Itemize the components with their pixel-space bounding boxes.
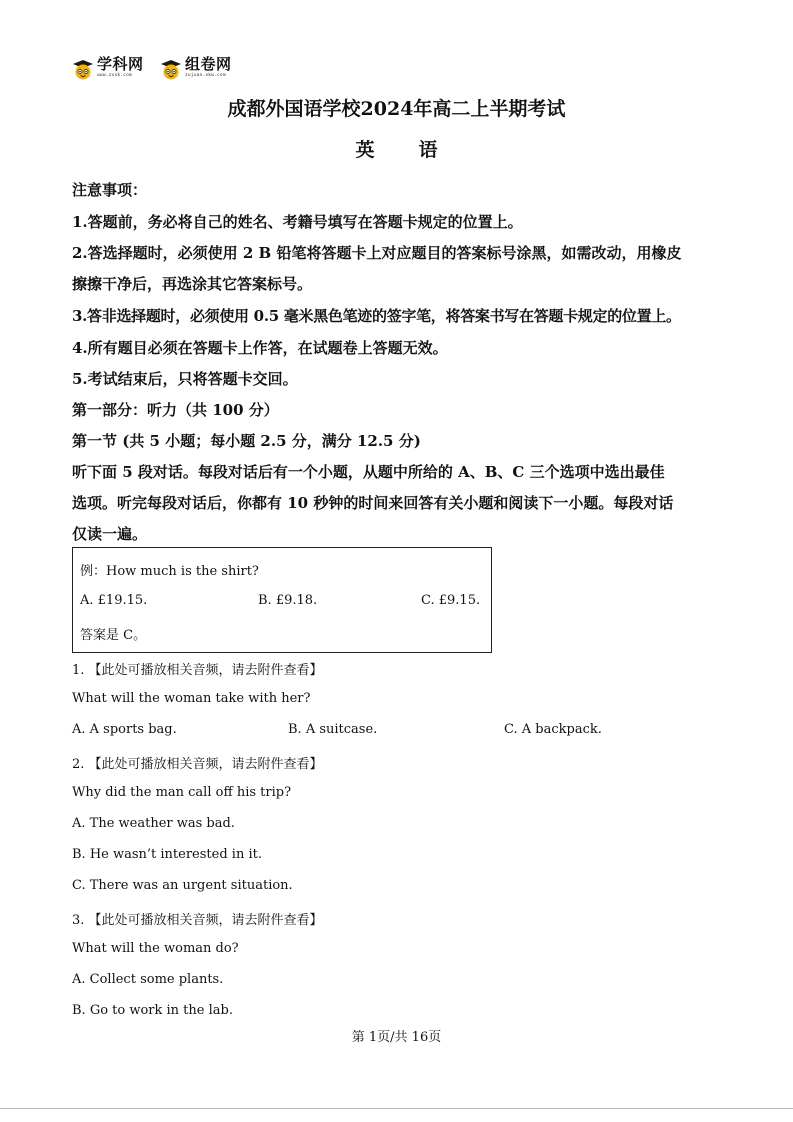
graduation-cap-mascot-icon xyxy=(72,59,94,81)
logo-url: www.zxxk.com xyxy=(97,73,132,78)
notice-item: 擦擦干净后，再选涂其它答案标号。 xyxy=(72,275,313,293)
part-heading: 第一部分：听力（共 100 分） xyxy=(72,401,279,419)
audio-placeholder: 3. 【此处可播放相关音频，请去附件查看】 xyxy=(72,913,323,928)
logo-name: 学科网 xyxy=(97,55,144,73)
question-text: Why did the man call off his trip? xyxy=(72,785,292,800)
answer-option: A. The weather was bad. xyxy=(72,816,235,831)
section-heading: 第一节 (共 5 小题；每小题 2.5 分，满分 12.5 分) xyxy=(72,432,421,450)
notice-item: 1.答题前，务必将自己的姓名、考籍号填写在答题卡规定的位置上。 xyxy=(72,213,523,231)
notice-item: 5.考试结束后，只将答题卡交回。 xyxy=(72,370,298,388)
subject-char: 语 xyxy=(418,139,438,161)
answer-option: C. There was an urgent situation. xyxy=(72,878,293,893)
logo-xuekewang xyxy=(72,56,144,86)
subject-char: 英 xyxy=(355,139,375,161)
answer-option: A. Collect some plants. xyxy=(72,972,224,987)
exam-title: 成都外国语学校2024年高二上半期考试 xyxy=(227,98,566,120)
page-number: 第 1页/共 16页 xyxy=(351,1030,442,1045)
answer-option: A. A sports bag. xyxy=(72,722,177,737)
notice-item: 4.所有题目必须在答题卡上作答，在试题卷上答题无效。 xyxy=(72,339,448,357)
audio-placeholder: 2. 【此处可播放相关音频，请去附件查看】 xyxy=(72,757,323,772)
answer-option: B. He wasn’t interested in it. xyxy=(72,847,262,862)
answer-option: C. A backpack. xyxy=(504,722,602,737)
example-option: A. £19.15. xyxy=(80,593,148,608)
question-text: What will the woman take with her? xyxy=(72,691,311,706)
logo-url: zujuan.xkw.com xyxy=(185,73,226,78)
example-option: C. £9.15. xyxy=(421,593,481,608)
example-answer: 答案是 C。 xyxy=(80,628,147,643)
answer-option: B. Go to work in the lab. xyxy=(72,1003,233,1018)
example-box xyxy=(72,547,492,653)
audio-placeholder: 1. 【此处可播放相关音频，请去附件查看】 xyxy=(72,663,323,678)
question-text: What will the woman do? xyxy=(72,941,239,956)
notice-item: 2.答选择题时，必须使用 2 B 铅笔将答题卡上对应题目的答案标号涂黑，如需改动，用橡皮 xyxy=(72,244,682,262)
page-bottom-divider xyxy=(0,1108,793,1109)
subject-title xyxy=(0,135,793,162)
instruction-line: 听下面 5 段对话。每段对话后有一个小题，从题中所给的 A、B、C 三个选项中选出最佳 xyxy=(72,463,665,481)
notice-item: 3.答非选择题时，必须使用 0.5 毫米黑色笔迹的签字笔，将答案书写在答题卡规定的位置上。 xyxy=(72,307,681,325)
instruction-line: 选项。听完每段对话后，你都有 10 秒钟的时间来回答有关小题和阅读下一小题。每段对话 xyxy=(72,494,674,512)
logo-name: 组卷网 xyxy=(185,55,232,73)
answer-option: B. A suitcase. xyxy=(288,722,378,737)
instruction-line: 仅读一遍。 xyxy=(72,525,148,543)
logo-zujuanwang xyxy=(160,56,232,86)
notice-heading: 注意事项： xyxy=(72,181,148,199)
example-option: B. £9.18. xyxy=(258,593,318,608)
graduation-cap-mascot-icon xyxy=(160,59,182,81)
example-question: 例：How much is the shirt? xyxy=(80,564,259,579)
